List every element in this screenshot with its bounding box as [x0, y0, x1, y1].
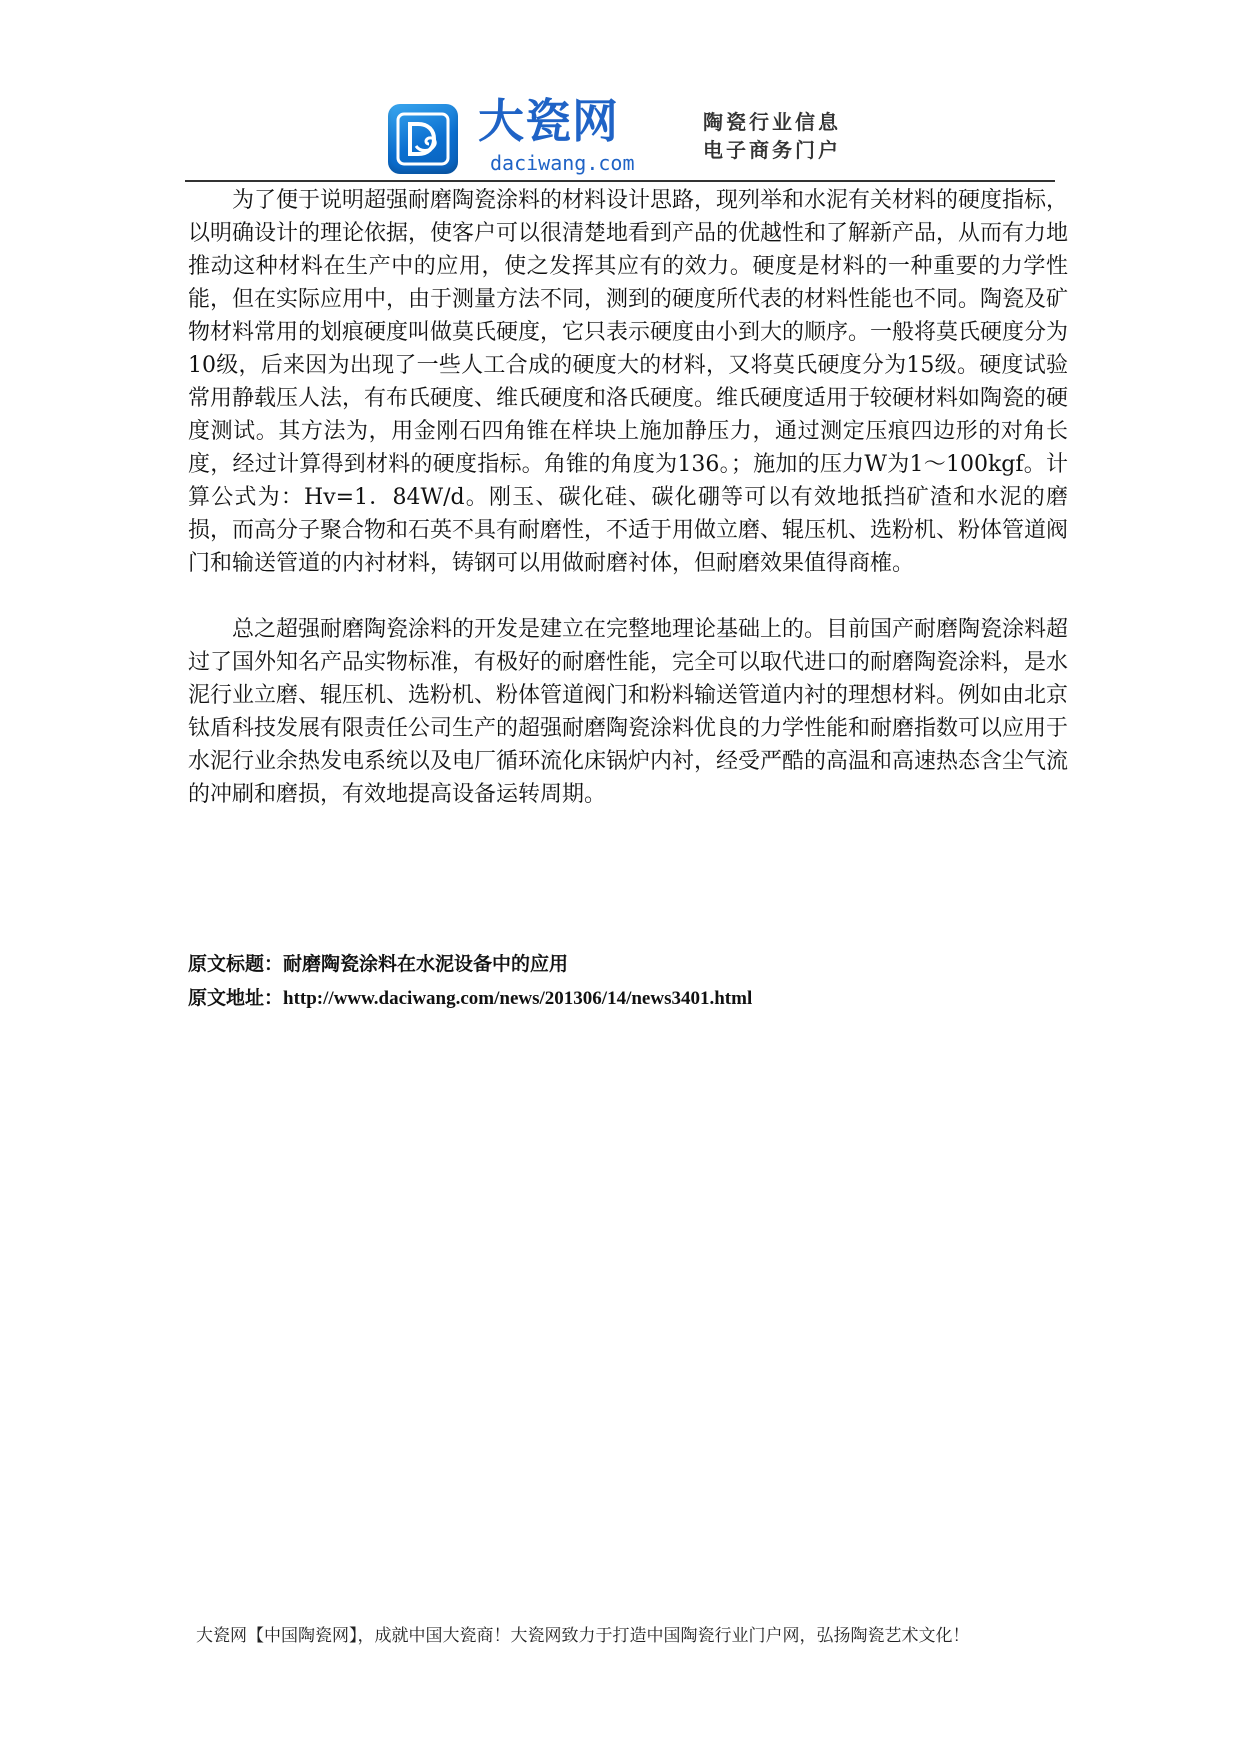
source-url-line [188, 982, 1068, 1016]
source-title-label: 原文标题： [188, 954, 284, 975]
source-title-line [188, 948, 1068, 982]
site-tagline [703, 108, 841, 164]
tagline-line-1: 陶瓷行业信息 [703, 110, 841, 134]
article-paragraph-1: 为了便于说明超强耐磨陶瓷涂料的材料设计思路，现列举和水泥有关材料的硬度指标，以明确设计的理论依据，使客户可以很清楚地看到产品的优越性和了解新产品，从而有力地推动这种材料在生产中的应用，使之发挥其应有的效力。硬度是材料的一种重要的力学性能，但在实际应用中，由于测量方法不同，测到的硬度所代表的材料性能也不同。陶瓷及矿物材料常用的划痕硬度叫做莫氏硬度，它只表示硬度由小到大的顺序。一般将莫氏硬度分为10级，后来因为出现了一些人工合成的硬度大的材料，又将莫氏硬度分为15级。硬度试验常用静载压人法，有布氏硬度、维氏硬度和洛氏硬度。维氏硬度适用于较硬材料如陶瓷的硬度测试。其方法为，用金刚石四角锥在样块上施加静压力，通过测定压痕四边形的对角长度，经过计算得到材料的硬度指标。角锥的角度为136。；施加的压力W为1～100kgf。计算公式为：Hv=1．84W/d。刚玉、碳化硅、碳化硼等可以有效地抵挡矿渣和水泥的磨损，而高分子聚合物和石英不具有耐磨性，不适于用做立磨、辊压机、选粉机、粉体管道阀门和输送管道的内衬材料，铸钢可以用做耐磨衬体，但耐磨效果值得商榷。 [188, 188, 1069, 576]
logo-domain: daciwang.com [490, 151, 635, 175]
source-info [188, 948, 1068, 1016]
source-url-label: 原文地址： [188, 988, 284, 1009]
logo-wordmark: 大瓷网 [478, 94, 619, 148]
tagline-line-2: 电子商务门户 [703, 138, 841, 162]
header-divider [185, 180, 1055, 182]
source-url-link[interactable]: http://www.daciwang.com/news/201306/14/news3401.html [283, 988, 753, 1009]
page-footer: 大瓷网【中国陶瓷网】，成就中国大瓷商！大瓷网致力于打造中国陶瓷行业门户网，弘扬陶瓷艺术文化！ [196, 1626, 970, 1646]
daciwang-logo-icon [388, 104, 458, 174]
site-header [388, 93, 868, 175]
article-paragraph-2: 总之超强耐磨陶瓷涂料的开发是建立在完整地理论基础上的。目前国产耐磨陶瓷涂料超过了国外知名产品实物标准，有极好的耐磨性能，完全可以取代进口的耐磨陶瓷涂料，是水泥行业立磨、辊压机、选粉机、粉体管道阀门和粉料输送管道内衬的理想材料。例如由北京钛盾科技发展有限责任公司生产的超强耐磨陶瓷涂料优良的力学性能和耐磨指数可以应用于水泥行业余热发电系统以及电厂循环流化床锅炉内衬，经受严酷的高温和高速热态含尘气流的冲刷和磨损，有效地提高设备运转周期。 [188, 617, 1069, 807]
article-body [188, 184, 1068, 811]
source-title-value: 耐磨陶瓷涂料在水泥设备中的应用 [283, 954, 569, 975]
